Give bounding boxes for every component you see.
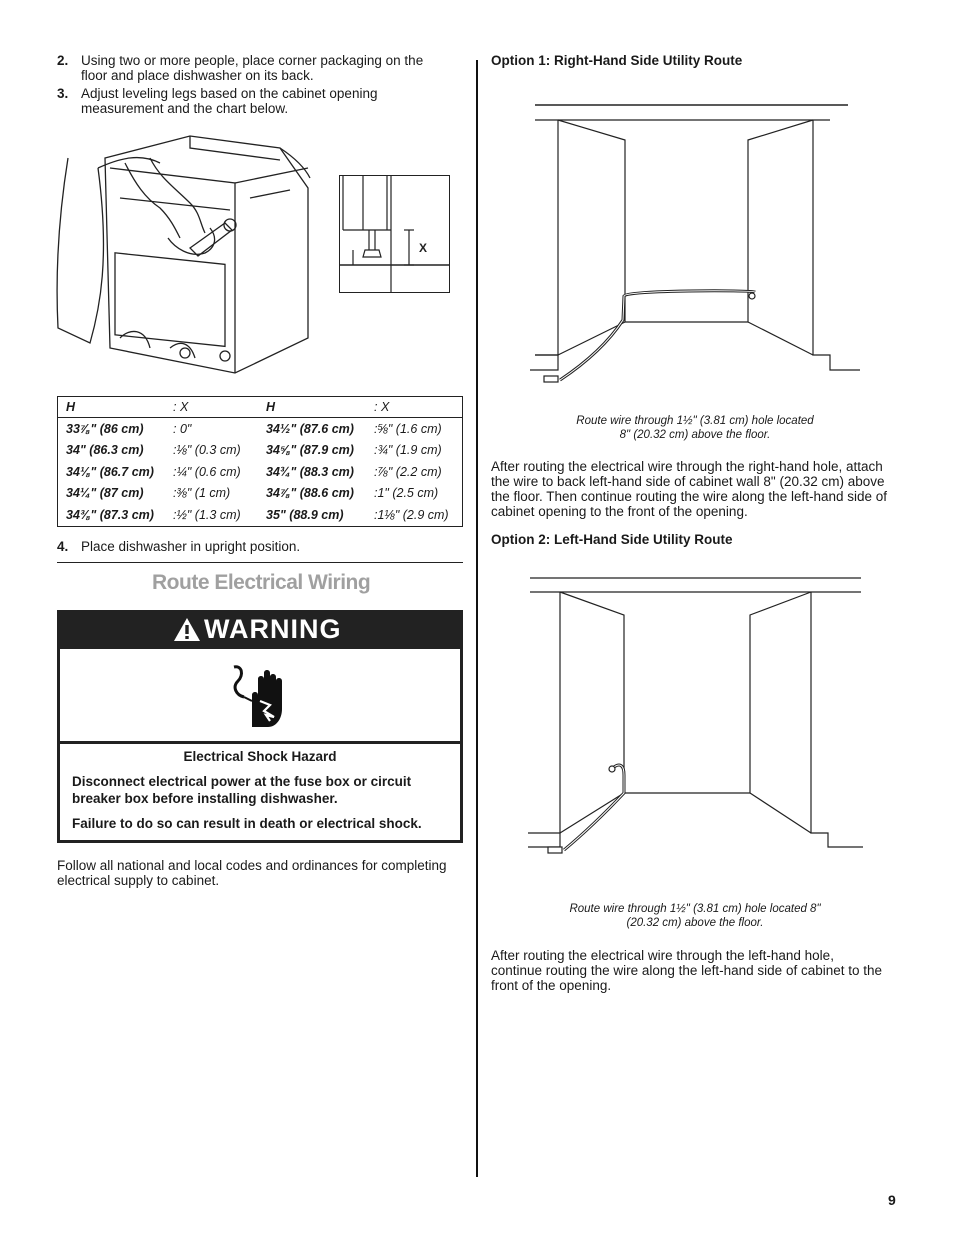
warning-triangle-icon bbox=[173, 617, 201, 642]
left-hand-route-diagram bbox=[528, 575, 863, 865]
leveling-leg-chart bbox=[57, 396, 463, 527]
page-number: 9 bbox=[888, 1192, 896, 1208]
option2-instructions: After routing the electrical wire through the left-hand hole, continue routing the wire along the left-hand side of cabinet to the front of the opening. bbox=[491, 948, 883, 993]
table-row: 33⅞" (86 cm) : 0" 34½" (87.6 cm) :⅝" (1.6 cm) bbox=[66, 421, 442, 436]
table-row: 34⅛" (86.7 cm) :¼" (0.6 cm) 34¾" (88.3 cm) :⅞" (2.2 cm) bbox=[66, 464, 442, 479]
table-row: 34" (86.3 cm) :⅛" (0.3 cm) 34⅝" (87.9 cm) :¾" (1.9 cm) bbox=[66, 443, 442, 458]
table-row: 34⅜" (87.3 cm) :½" (1.3 cm) 35" (88.9 cm) :1⅛" (2.9 cm) bbox=[66, 507, 449, 522]
warning-box bbox=[57, 610, 463, 843]
hazard-title: Electrical Shock Hazard bbox=[183, 749, 337, 764]
follow-codes-text: Follow all national and local codes and ordinances for completing electrical supply to cabinet. bbox=[57, 858, 447, 888]
warning-header bbox=[57, 610, 463, 648]
step-text: Place dishwasher in upright position. bbox=[81, 539, 301, 554]
dishwasher-on-back-illustration bbox=[50, 128, 315, 378]
step-number: 2. bbox=[57, 53, 69, 68]
warning-icon-panel bbox=[60, 649, 460, 741]
header-h: H bbox=[258, 397, 366, 418]
step-number: 3. bbox=[57, 86, 69, 101]
option1-caption: Route wire through 1½" (3.81 cm) hole located 8" (20.32 cm) above the floor. bbox=[576, 415, 814, 441]
section-divider bbox=[57, 562, 463, 563]
right-hand-route-diagram bbox=[530, 100, 860, 390]
header-x: : X bbox=[165, 397, 258, 418]
electric-shock-hand-icon bbox=[230, 661, 292, 731]
leg-x-label: X bbox=[419, 241, 428, 255]
step-number: 4. bbox=[57, 539, 69, 554]
step-4 bbox=[57, 539, 457, 555]
warning-text-panel bbox=[60, 744, 460, 840]
header-h: H bbox=[58, 397, 166, 418]
step-2 bbox=[57, 53, 457, 85]
table-row: 34¼" (87 cm) :⅜" (1 cm) 34⅞" (88.6 cm) :1" (2.5 cm) bbox=[66, 486, 439, 501]
hazard-consequence: Failure to do so can result in death or electrical shock. bbox=[72, 816, 422, 831]
option1-instructions: After routing the electrical wire through the right-hand hole, attach the wire to back left-hand side of cabinet wall 8" (20.32 cm) above the floor. Then continue routing the wire along the left-hand side of cabinet opening to the front of the opening. bbox=[491, 459, 888, 519]
section-title: Route Electrical Wiring bbox=[152, 571, 371, 594]
hazard-instruction: Disconnect electrical power at the fuse box or circuit breaker box before installing dishwasher. bbox=[72, 774, 412, 806]
option2-heading: Option 2: Left-Hand Side Utility Route bbox=[491, 532, 733, 547]
step-text: Adjust leveling legs based on the cabinet opening measurement and the chart below. bbox=[81, 86, 378, 116]
option2-caption: Route wire through 1½" (3.81 cm) hole located 8" (20.32 cm) above the floor. bbox=[569, 903, 821, 929]
step-text: Using two or more people, place corner packaging on the floor and place dishwasher on its back. bbox=[81, 53, 424, 83]
leveling-leg-diagram bbox=[339, 175, 450, 293]
column-divider bbox=[476, 60, 478, 1177]
warning-heading: WARNING bbox=[204, 614, 342, 644]
step-3 bbox=[57, 86, 457, 118]
table-header-row bbox=[58, 397, 463, 418]
option1-heading: Option 1: Right-Hand Side Utility Route bbox=[491, 53, 743, 68]
header-x: : X bbox=[366, 397, 463, 418]
